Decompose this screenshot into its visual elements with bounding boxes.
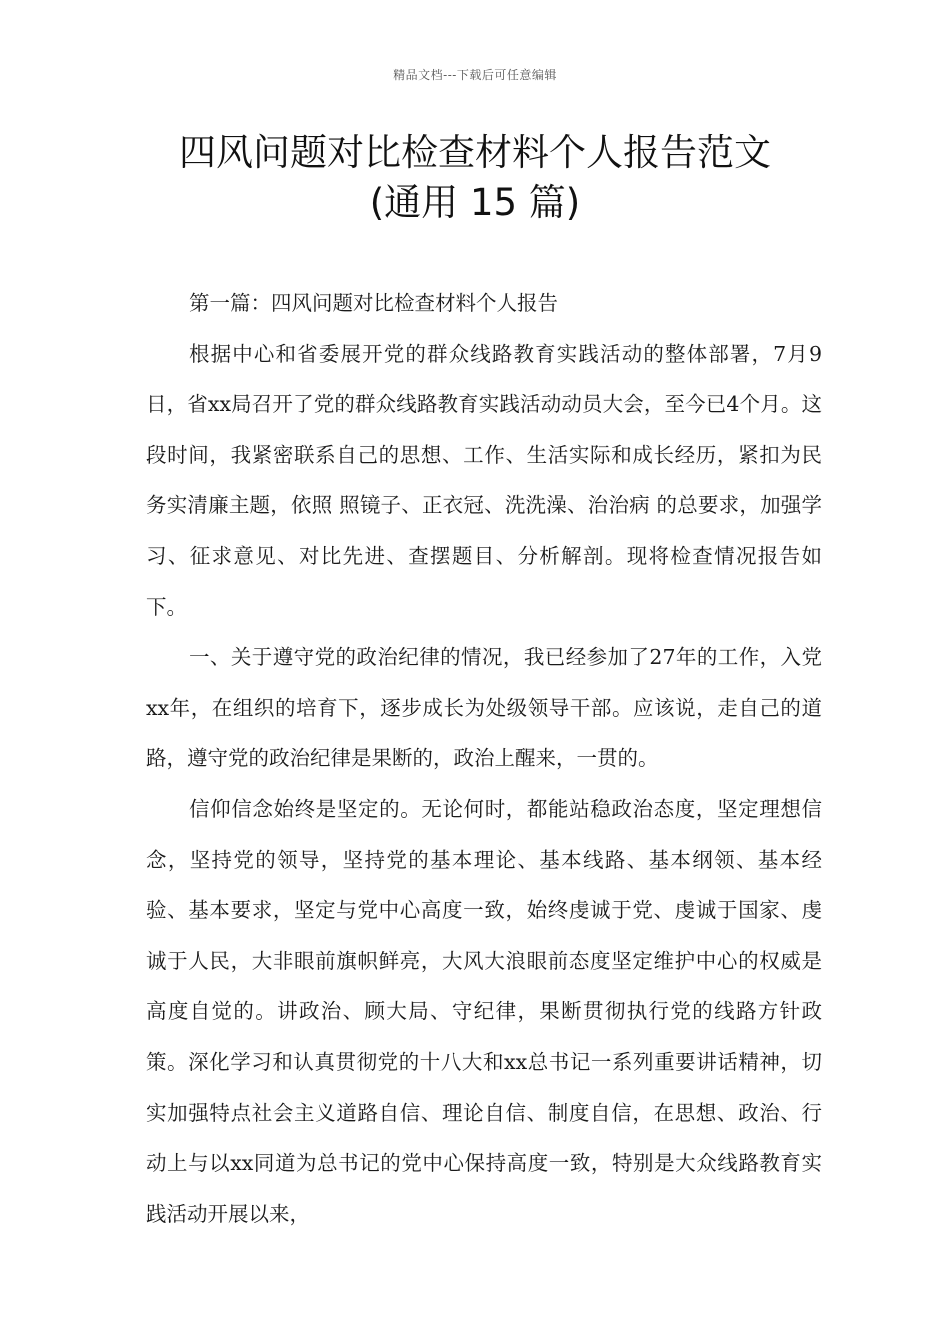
document-body bbox=[146, 278, 822, 1239]
paragraph: 信仰信念始终是坚定的。无论何时，都能站稳政治态度，坚定理想信念，坚持党的领导，坚持党的基本理论、基本线路、基本纲领、基本经验、基本要求，坚定与党中心高度一致，始终虔诚于党、虔诚于国家、虔诚于人民，大非眼前旗帜鲜亮，大风大浪眼前态度坚定维护中心的权威是高度自觉的。讲政治、顾大局、守纪律，果断贯彻执行党的线路方针政策。深化学习和认真贯彻党的十八大和xx总书记一系列重要讲话精神，切实加强特点社会主义道路自信、理论自信、制度自信，在思想、政治、行动上与以xx同道为总书记的党中心保持高度一致，特别是大众线路教育实践活动开展以来， bbox=[146, 796, 822, 1226]
section-heading: 第一篇：四风问题对比检查材料个人报告 bbox=[189, 291, 558, 315]
title-line-2: (通用 15 篇) bbox=[369, 181, 581, 224]
header-note: 精品文档---下载后可任意编辑 bbox=[393, 68, 557, 82]
title-line-1: 四风问题对比检查材料个人报告范文 bbox=[179, 131, 771, 174]
paragraph: 一、关于遵守党的政治纪律的情况，我已经参加了27年的工作，入党xx年，在组织的培育下，逐步成长为处级领导干部。应该说，走自己的道路，遵守党的政治纪律是果断的，政治上醒来，一贯的。 bbox=[146, 645, 822, 771]
document-title bbox=[60, 128, 890, 228]
paragraph: 根据中心和省委展开党的群众线路教育实践活动的整体部署，7月9日，省xx局召开了党的群众线路教育实践活动动员大会，至今已4个月。这段时间，我紧密联系自己的思想、工作、生活实际和成长经历，紧扣为民务实清廉主题，依照 照镜子、正衣冠、洗洗澡、治治病 的总要求，加强学习、征求意见、对比先进、查摆题目、分析解剖。现将检查情况报告如下。 bbox=[146, 341, 822, 619]
